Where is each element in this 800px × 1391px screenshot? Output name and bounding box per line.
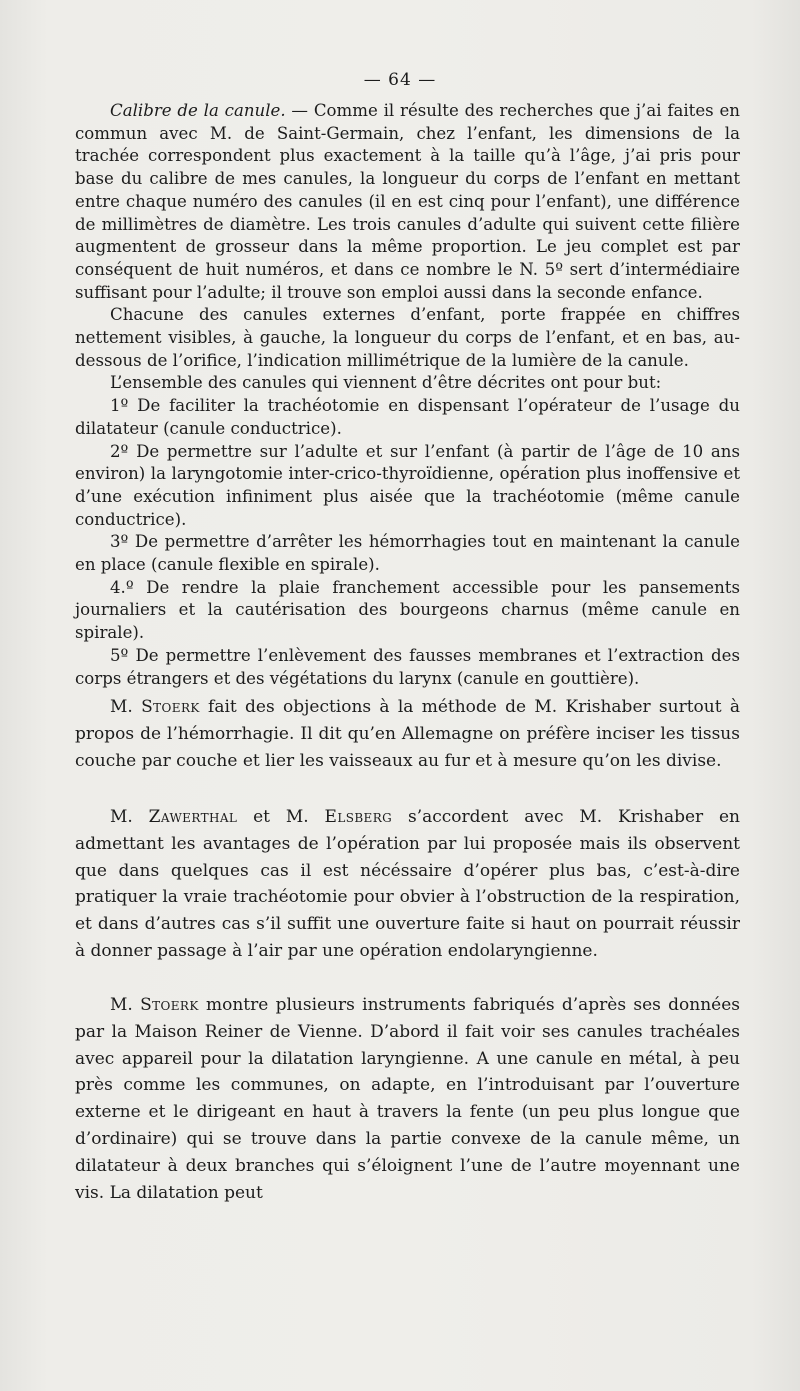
stoerk-instruments-paragraph <box>75 992 740 1206</box>
stoerk-objection-section <box>75 694 740 774</box>
speaker-name-stoerk: Stoerk <box>141 697 200 717</box>
calibre-list-item-2: 2º De permettre sur l’adulte et sur l’enfant (à partir de l’âge de 10 ans environ) la laryngotomie inter-crico-thyroïdienne, opération plus inoffensive et d’une exécution infiniment plus aisée que la trachéotomie (même canule conductrice). <box>75 441 740 529</box>
calibre-paragraph-1 <box>75 100 740 304</box>
speaker-conjunction: et M. <box>237 807 325 827</box>
calibre-list-item-3: 3º De permettre d’arrêter les hémorrhagies tout en maintenant la canule en place (canule flexible en spirale). <box>75 532 740 575</box>
speaker-prefix: M. <box>110 807 149 827</box>
calibre-section <box>75 100 740 690</box>
zawerthal-elsberg-text: s’accordent avec M. Krishaber en admettant les avantages de l’opération par lui proposée mais ils observent que dans quelques cas il est nécéssaire d’opérer plus bas, c’est-à-dire pratiquer la vraie trachéotomie pour obvier à l’obstruction de la respiration, et dans d’autres cas s’il suffit une ouverture faite si haut on pourrait réussir à donner passage à l’air par une opération endolaryngienne. <box>75 807 740 961</box>
calibre-paragraph-1-text: — Comme il résulte des recherches que j’ai faites en commun avec M. de Saint-Germain, chez l’enfant, les dimensions de la trachée correspondent plus exactement à la taille qu’à l’âge, j’ai pris pour base du calibre de mes canules, la longueur du corps de l’enfant en mettant entre chaque numéro des canules (il en est cinq pour l’enfant), une différence de millimètres de diamètre. Les trois canules d’adulte qui suivent cette filière augmentent de grosseur dans la même proportion. Le jeu complet est par conséquent de huit numéros, et dans ce nombre le N. 5º sert d’intermédiaire suffisant pour l’adulte; il trouve son emploi aussi dans la seconde enfance. <box>75 101 740 302</box>
speaker-name-elsberg: Elsberg <box>324 807 393 827</box>
calibre-list-item-5: 5º De permettre l’enlèvement des fausses membranes et l’extraction des corps étrangers et des végétations du larynx (canule en gouttière). <box>75 645 740 688</box>
speaker-prefix: M. <box>110 995 141 1015</box>
calibre-heading: Calibre de la canule. <box>110 101 286 120</box>
speaker-name-stoerk: Stoerk <box>140 995 199 1015</box>
speaker-name-zawerthal: Zawerthal <box>148 807 238 827</box>
calibre-list-item-1: 1º De faciliter la trachéotomie en dispensant l’opérateur de l’usage du dilatateur (canule conductrice). <box>75 396 740 438</box>
stoerk-objection-paragraph <box>75 694 740 774</box>
page-number: — 64 — <box>363 70 437 90</box>
zawerthal-elsberg-section <box>75 804 740 965</box>
stoerk-instruments-section <box>75 992 740 1206</box>
calibre-paragraph-3: L’ensemble des canules qui viennent d’être décrites ont pour but: <box>110 373 662 393</box>
zawerthal-elsberg-paragraph <box>75 804 740 965</box>
stoerk-objection-text: fait des objections à la méthode de M. Krishaber surtout à propos de l’hémorrhagie. Il dit qu’en Allemagne on préfère inciser les tissus couche par couche et lier les vaisseaux au fur et à mesure qu’on les divise. <box>75 697 740 771</box>
calibre-paragraph-2: Chacune des canules externes d’enfant, porte frappée en chiffres nettement visibles, à gauche, la longueur du corps de l’enfant, et en bas, au-dessous de l’orifice, l’indication millimétrique de la lumière de la canule. <box>75 305 740 370</box>
stoerk-instruments-text: montre plusieurs instruments fabriqués d’après ses données par la Maison Reiner de Vienne. D’abord il fait voir ses canules trachéales avec appareil pour la dilatation laryngienne. A une canule en métal, à peu près comme les communes, on adapte, en l’introduisant par l’ouverture externe et le dirigeant en haut à travers la fente (un peu plus longue que d’ordinaire) qui se trouve dans la partie convexe de la canule même, un dilatateur à deux branches qui s’éloignent l’une de l’autre moyennant une vis. La dilatation peut <box>75 995 740 1203</box>
calibre-list-item-4: 4.º De rendre la plaie franchement accessible pour les pansements journaliers et la cautérisation des bourgeons charnus (même canule en spirale). <box>75 577 740 643</box>
speaker-prefix: M. <box>110 697 142 717</box>
